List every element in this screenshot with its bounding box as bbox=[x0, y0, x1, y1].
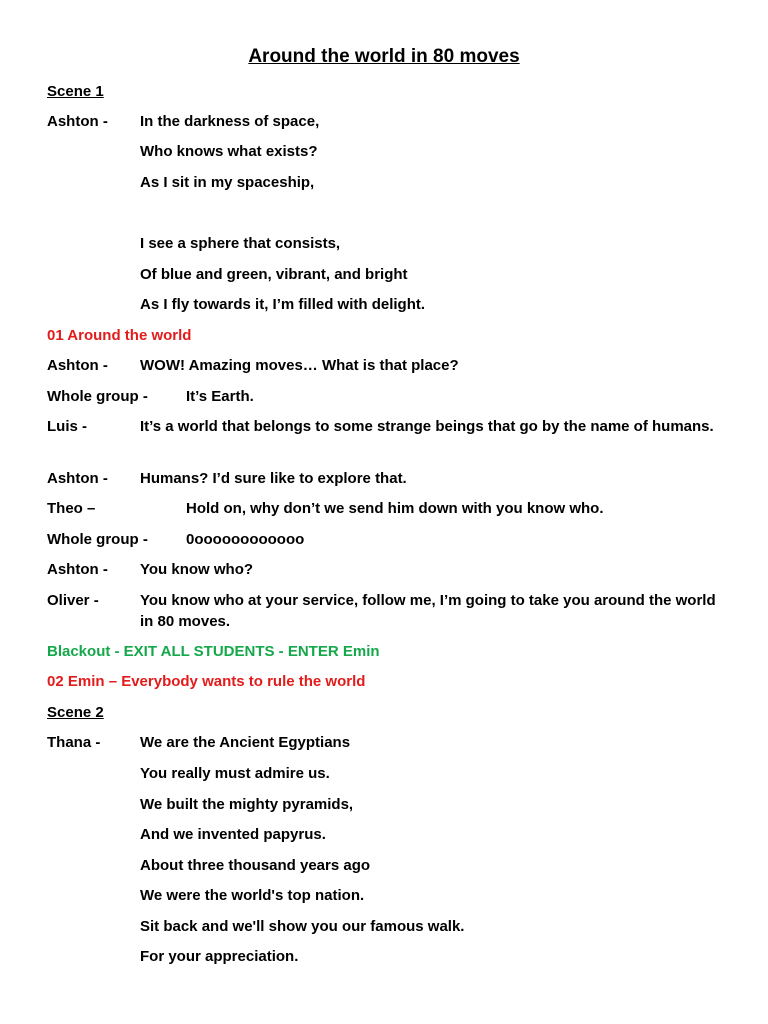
line-text: 0oooooooooooo bbox=[186, 531, 305, 548]
document-title: Around the world in 80 moves bbox=[248, 46, 520, 67]
speaker-name: Whole group - bbox=[47, 531, 148, 548]
line-text: Who knows what exists? bbox=[140, 143, 318, 160]
speaker-name: Ashton - bbox=[47, 561, 108, 578]
scene-2-heading: Scene 2 bbox=[47, 704, 104, 721]
stage-direction: Blackout - EXIT ALL STUDENTS - ENTER Emin bbox=[47, 643, 380, 660]
line-text: You know who at your service, follow me, I’m going to take you around the world in 80 moves. bbox=[140, 592, 716, 630]
speaker-name: Oliver - bbox=[47, 592, 99, 609]
speaker-name: Ashton - bbox=[47, 470, 108, 487]
line-text: We were the world's top nation. bbox=[140, 887, 365, 904]
line-text: Humans? I’d sure like to explore that. bbox=[140, 470, 407, 487]
line-text: It’s Earth. bbox=[186, 388, 254, 405]
speaker-name: Luis - bbox=[47, 418, 87, 435]
line-text: And we invented papyrus. bbox=[140, 826, 326, 843]
line-text: It’s a world that belongs to some strange beings that go by the name of humans. bbox=[140, 418, 714, 435]
line-text: I see a sphere that consists, bbox=[140, 235, 341, 252]
line-text: Hold on, why don’t we send him down with you know who. bbox=[186, 500, 604, 517]
song-cue: 01 Around the world bbox=[47, 327, 192, 344]
line-text: We are the Ancient Egyptians bbox=[140, 734, 351, 751]
speaker-name: Ashton - bbox=[47, 113, 108, 130]
line-text: For your appreciation. bbox=[140, 948, 299, 965]
line-text: As I sit in my spaceship, bbox=[140, 174, 315, 191]
line-text: Sit back and we'll show you our famous walk. bbox=[140, 918, 465, 935]
speaker-name: Whole group - bbox=[47, 388, 148, 405]
song-cue: 02 Emin – Everybody wants to rule the world bbox=[47, 673, 366, 690]
line-text: About three thousand years ago bbox=[140, 857, 371, 874]
line-text: Of blue and green, vibrant, and bright bbox=[140, 266, 408, 283]
speaker-name: Theo – bbox=[47, 500, 96, 517]
line-text: We built the mighty pyramids, bbox=[140, 796, 354, 813]
dialogue-line bbox=[47, 416, 717, 437]
line-text: You know who? bbox=[140, 561, 254, 578]
scene-1-heading: Scene 1 bbox=[47, 83, 104, 100]
line-text: As I fly towards it, I’m filled with delight. bbox=[140, 296, 426, 313]
speaker-name: Thana - bbox=[47, 734, 101, 751]
line-text: You really must admire us. bbox=[140, 765, 330, 782]
dialogue-line bbox=[47, 590, 717, 632]
line-text: In the darkness of space, bbox=[140, 113, 320, 130]
speaker-name: Ashton - bbox=[47, 357, 108, 374]
line-text: WOW! Amazing moves… What is that place? bbox=[140, 357, 459, 374]
